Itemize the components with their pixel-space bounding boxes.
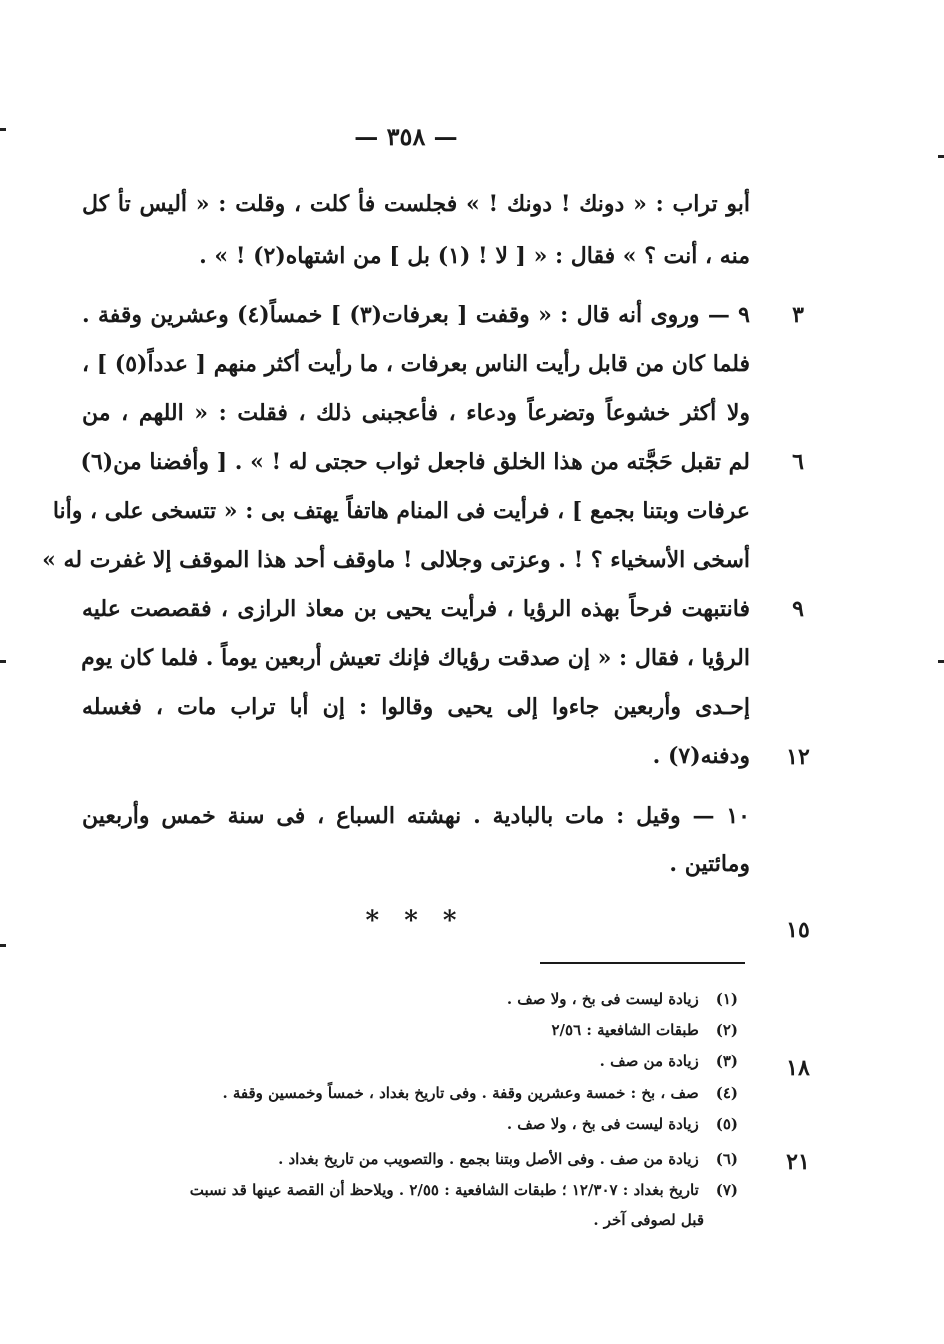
text-line: لم تقبل حَجَّته من هذا الخلق فاجعل ثواب حجتى له ! » . [ وأفضنا من(٦) — [80, 449, 750, 475]
line-number: ١٨ — [786, 1055, 810, 1081]
section-separator: * * * — [365, 906, 465, 936]
footnote — [278, 1144, 738, 1174]
text-line: الرؤيا ، فقال : « إن صدقت رؤياك فإنك تعيش أربعين يوماً . فلما كان يوم — [81, 645, 750, 671]
footnote-number: (٥) — [715, 1115, 738, 1133]
footnote-number: (٤) — [715, 1084, 738, 1102]
scan-edge-mark — [938, 660, 944, 663]
footnote-number: (١) — [715, 990, 738, 1008]
page-number: — ٣٥٨ — — [354, 122, 458, 151]
text-line: أبو تراب : « دونك ! دونك ! » فجلست فأ كلت ، وقلت : « أليس تأ كل — [82, 191, 750, 217]
line-number: ١٢ — [786, 744, 810, 770]
line-number: ٣ — [792, 302, 804, 328]
footnote-text: تاريخ بغداد : ١٢/٣٠٧ ؛ طبقات الشافعية : ٢/٥٥ . ويلاحظ أن القصة عينها قد نسبت — [189, 1181, 699, 1199]
footnote-number: (٣) — [715, 1052, 738, 1070]
footnote-text: صف ، بخ : خمسة وعشرين وقفة . وفى تاريخ بغداد ، خمساً وخمسين وقفة . — [222, 1084, 699, 1102]
footnote-text: زيادة من صف . — [599, 1052, 699, 1070]
footnote-text: طبقات الشافعية : ٢/٥٦ — [551, 1021, 699, 1039]
footnote-number: (٧) — [715, 1181, 738, 1199]
footnote-text: زيادة من صف . وفى الأصل وبتنا بجمع . والتصويب من تاريخ بغداد . — [278, 1150, 699, 1168]
scan-edge-mark — [0, 660, 6, 663]
footnote-text: زيادة ليست فى بخ ، ولا صف . — [506, 1115, 699, 1133]
line-number: ٩ — [792, 596, 804, 622]
text-line: فلما كان من قابل رأيت الناس بعرفات ، ما رأيت أكثر منهم [ عدداً(٥) ] ، — [81, 351, 750, 377]
main-text — [42, 180, 750, 880]
footnote-number: (٢) — [715, 1021, 738, 1039]
text-line: ٩ — وروى أنه قال : « وقفت [ بعرفات(٣) ] خمساً(٤) وعشرين وقفة . — [82, 302, 750, 328]
text-line: إحـدى وأربعين جاءوا إلى يحيى وقالوا : إن أبا تراب مات ، فغسله — [82, 694, 750, 720]
scan-edge-mark — [0, 944, 6, 947]
text-line: ودفنه(٧) . — [652, 743, 750, 769]
footnote — [507, 1109, 738, 1139]
footnote-number: (٦) — [715, 1150, 738, 1168]
text-line: ولا أكثر خشوعاً وتضرعاً ودعاء ، فأعجبنى ذلك ، فقلت : « اللهم ، من — [82, 400, 750, 426]
line-number: ٦ — [792, 449, 804, 475]
scan-edge-mark — [938, 155, 944, 158]
footnote-continuation: قبل لصوفى آخر . — [593, 1211, 704, 1229]
text-line: منه ، أنت ؟ » فقال : « [ لا ! (١) بل ] من اشتهاه(٢) ! » . — [199, 243, 750, 269]
footnote — [190, 1175, 738, 1205]
text-line: ١٠ — وقيل : مات بالبادية . نهشته السباع ، فى سنة خمس وأربعين — [82, 803, 750, 829]
line-number: ٢١ — [786, 1149, 810, 1175]
text-line: ومائتين . — [669, 851, 750, 877]
scan-edge-mark — [0, 128, 6, 131]
line-number: ١٥ — [786, 917, 810, 943]
footnote-text: زيادة ليست فى بخ ، ولا صف . — [506, 990, 699, 1008]
footnote — [507, 984, 738, 1014]
footnote — [551, 1015, 738, 1045]
text-line: فانتبهت فرحاً بهذه الرؤيا ، فرأيت يحيى بن معاذ الرازى ، فقصصت عليه — [82, 596, 750, 622]
footnote — [600, 1046, 738, 1076]
footnote — [222, 1078, 738, 1108]
text-line: أسخى الأسخياء ؟ ! . وعزتى وجلالى ! ماوقف أحد هذا الموقف إلا غفرت له » — [42, 547, 750, 573]
footnote-divider — [540, 962, 745, 964]
text-line: عرفات وبتنا بجمع ] ، فرأيت فى المنام هاتفاً يهتف بى : « تتسخى على ، وأنا — [52, 498, 750, 524]
